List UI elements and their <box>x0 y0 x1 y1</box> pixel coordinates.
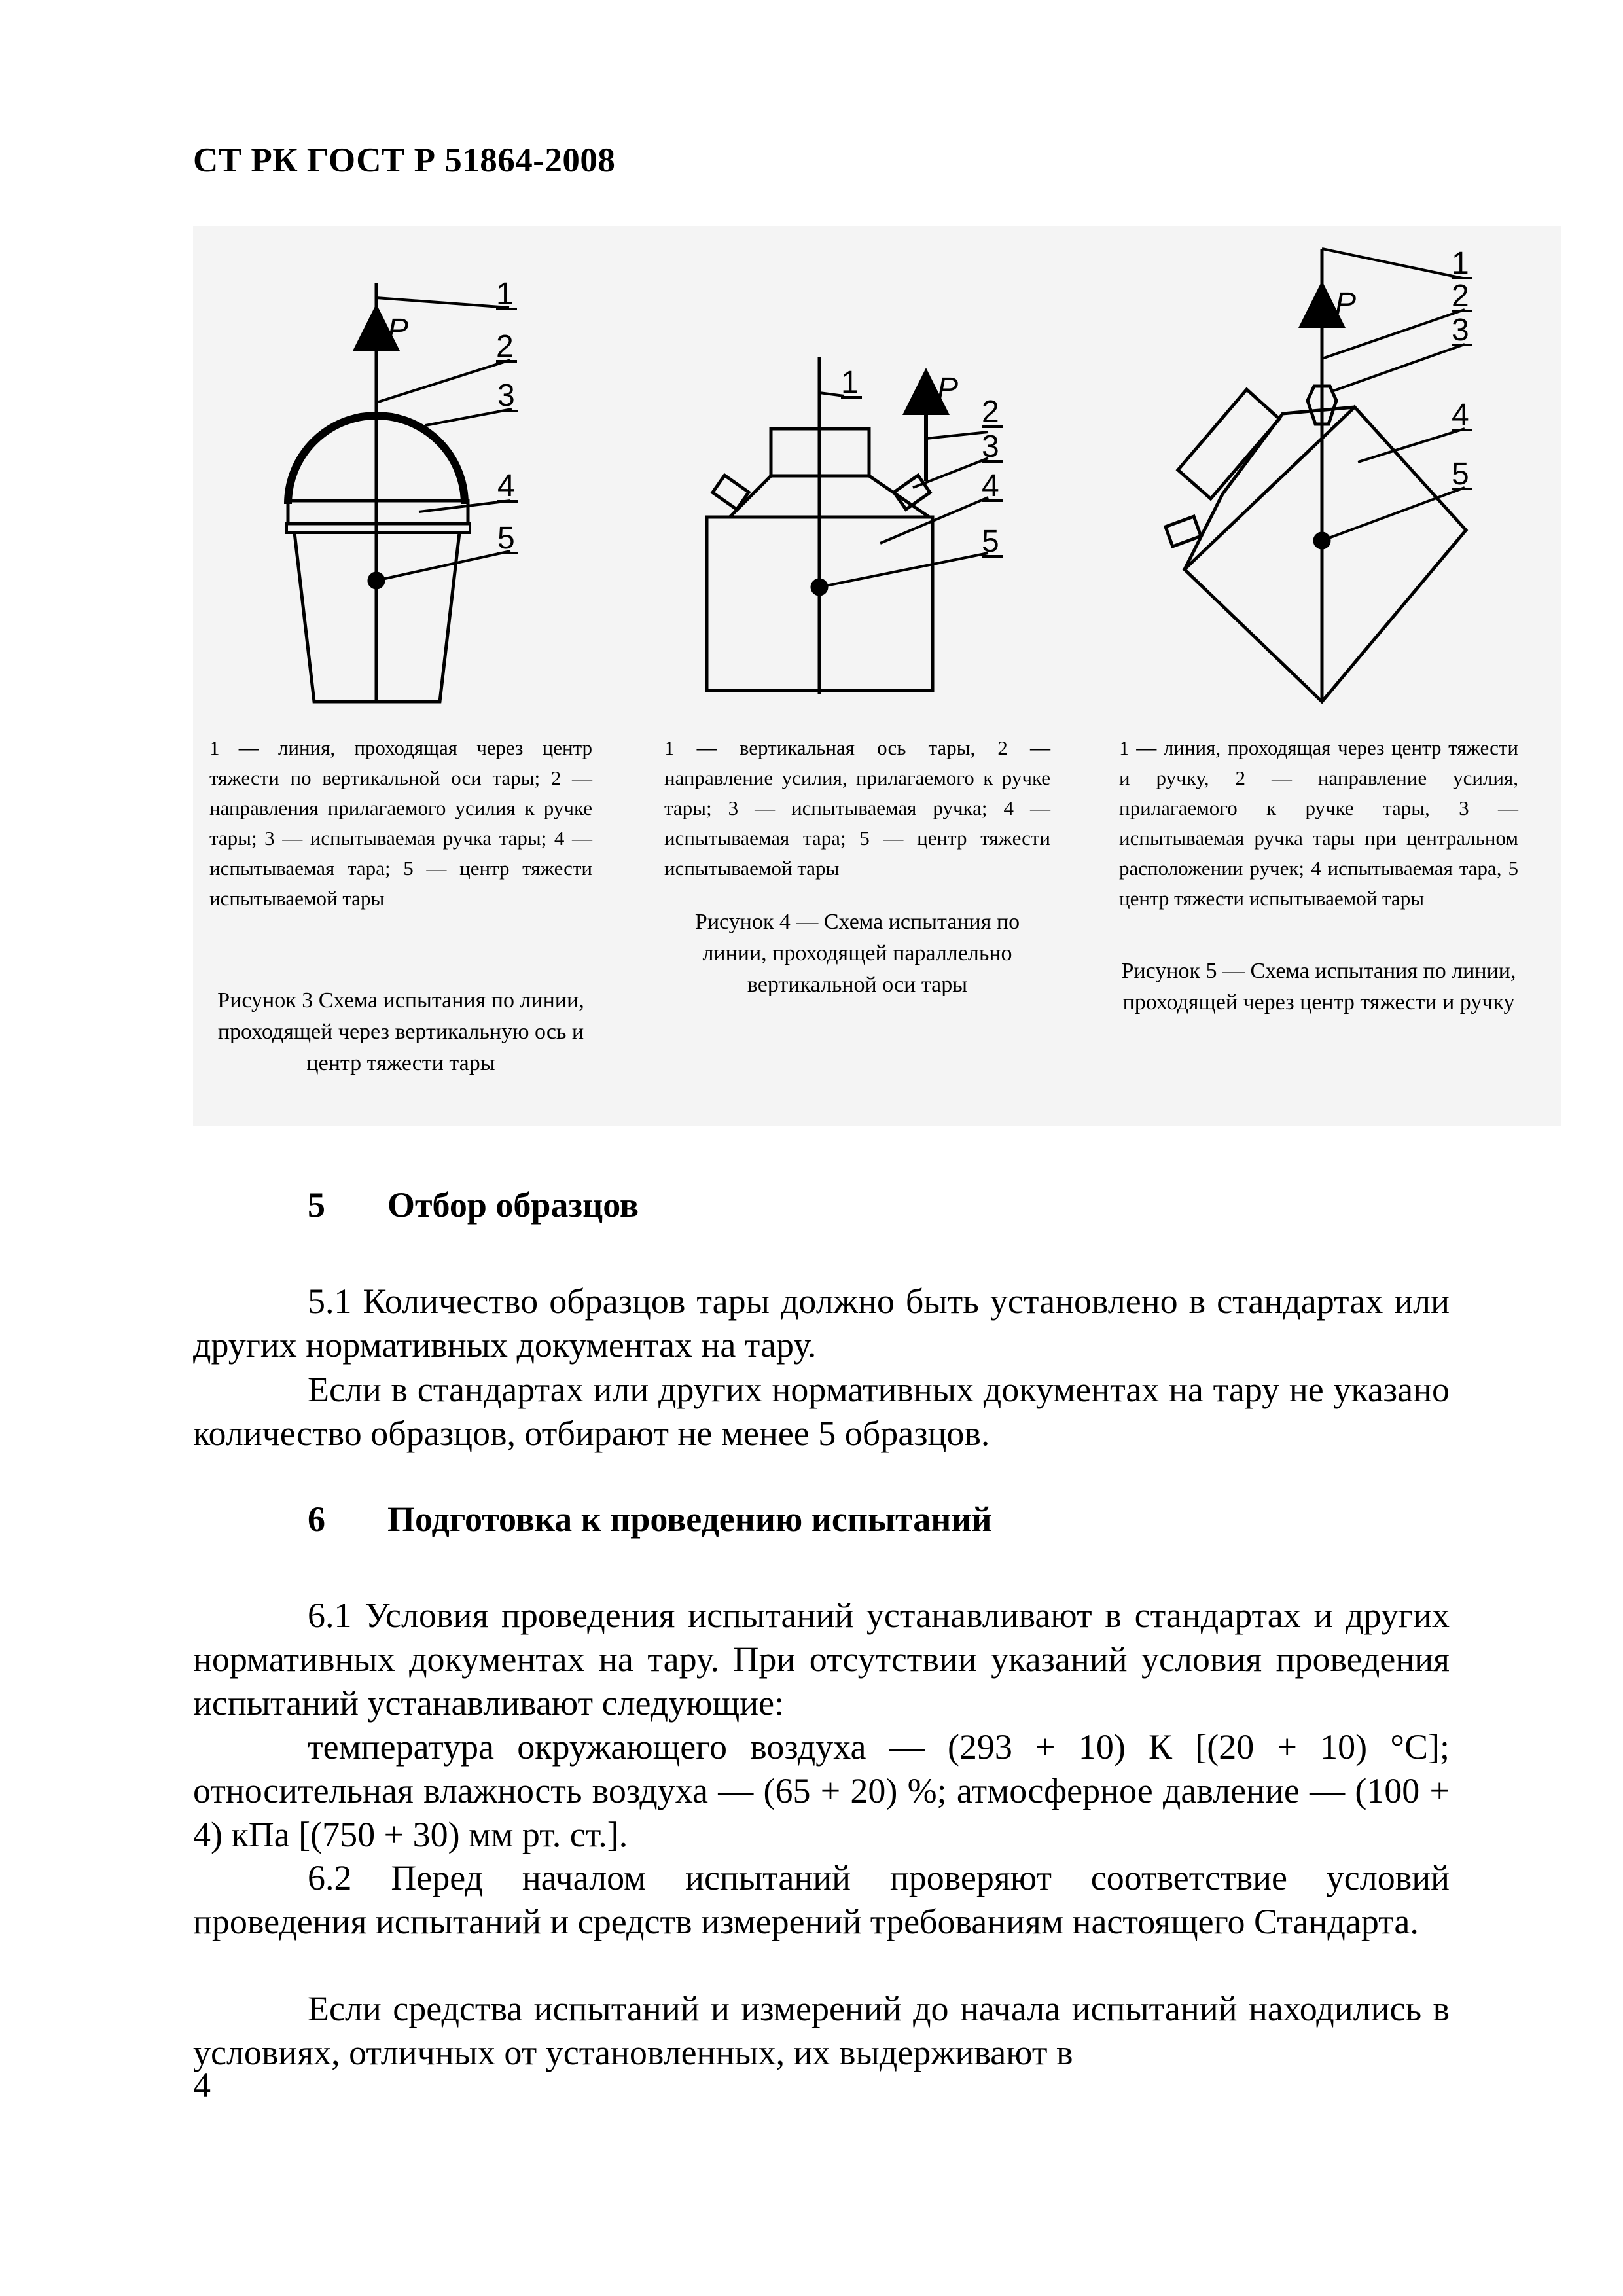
figure-5-legend: 1 — линия, проходящая через центр тяжести и ручку, 2 — направление усилия, прилагаемого к ручке тары, 3 — испытываемая ручка тары при центральном расположении ручек; 4 испытываемая тара, 5 центр тяжести испытываемой тары <box>1119 736 1518 910</box>
label-3: 3 <box>497 378 515 413</box>
label-p: P <box>1335 287 1357 321</box>
label-2: 2 <box>496 329 514 364</box>
figure-4-canister <box>707 357 988 694</box>
figure-4-legend: 1 — вертикальная ось тары, 2 — направление усилия, прилагаемого к ручке тары; 3 — испытываемая ручка; 4 — испытываемая тара; 5 — центр тяжести испытываемой тары <box>664 736 1050 880</box>
page-number: 4 <box>193 2066 211 2105</box>
label-3: 3 <box>982 429 999 464</box>
section-6-paragraph-4: Если средства испытаний и измерений до начала испытаний находились в условиях, отличных от установленных, их выдерживают в <box>193 1989 1450 2072</box>
label-4: 4 <box>1452 398 1469 433</box>
label-p: P <box>937 372 959 406</box>
section-6-paragraph-3: 6.2 Перед началом испытаний проверяют соответствие условий проведения испытаний и средств измерений требованиям настоящего Стандарта. <box>193 1858 1450 1941</box>
canister-shoulder <box>730 476 929 517</box>
leader-1 <box>1322 249 1463 278</box>
section-6-title: Подготовка к проведению испытаний <box>387 1499 992 1539</box>
label-2: 2 <box>982 395 999 429</box>
tilted-neck <box>1178 389 1279 499</box>
label-2: 2 <box>1452 279 1469 314</box>
leader-4 <box>1358 429 1465 462</box>
section-6-paragraph-2: температура окружающего воздуха — (293 + 10) К [(20 + 10) °С]; относительная влажность воздуха — (65 + 20) %; атмосферное давление — (100 + 4) кПа [(750 + 30) мм рт. ст.]. <box>193 1727 1450 1854</box>
label-1: 1 <box>1452 246 1469 281</box>
label-3: 3 <box>1452 313 1469 348</box>
section-5-title: Отбор образцов <box>387 1185 639 1225</box>
leader-5 <box>1322 488 1465 541</box>
leader-1 <box>376 298 509 308</box>
label-5: 5 <box>1452 457 1469 492</box>
leader-2 <box>926 432 988 439</box>
label-1: 1 <box>496 277 514 312</box>
section-5-paragraph-2: Если в стандартах или других нормативных документах на тару не указано количество образцов, отбирают не менее 5 образцов. <box>193 1370 1450 1453</box>
figure-5-title: Рисунок 5 — Схема испытания по линии, проходящей через центр тяжести и ручку <box>1121 959 1516 1014</box>
section-5-number: 5 <box>308 1185 325 1225</box>
section-6-paragraph-1: 6.1 Условия проведения испытаний устанавливают в стандартах и других нормативных документах на тару. При отсутствии указаний условия проведения испытаний устанавливают следующие: <box>193 1596 1450 1723</box>
label-5: 5 <box>497 521 515 556</box>
leader-5 <box>819 553 988 587</box>
label-4: 4 <box>982 469 999 503</box>
leader-5 <box>376 551 510 581</box>
document-header: СТ РК ГОСТ Р 51864-2008 <box>193 141 616 179</box>
figure-5-tilted-canister <box>1166 249 1466 702</box>
figure-3-labels <box>387 277 518 556</box>
section-6-number: 6 <box>308 1499 325 1539</box>
label-1: 1 <box>841 365 859 400</box>
figure-4-title: Рисунок 4 — Схема испытания по линии, проходящей параллельно вертикальной оси тары <box>694 910 1020 997</box>
label-p: P <box>387 313 409 348</box>
label-4: 4 <box>497 469 515 503</box>
leader-3 <box>1332 344 1465 391</box>
label-5: 5 <box>982 524 999 559</box>
figure-3-legend: 1 — линия, проходящая через центр тяжести по вертикальной оси тары; 2 — направления прилагаемого усилия к ручке тары; 3 — испытываемая ручка тары; 4 — испытываемая тара; 5 — центр тяжести испытываемой тары <box>209 736 592 910</box>
tilted-side-handle <box>1166 516 1201 547</box>
figure-3-title: Рисунок 3 Схема испытания по линии, проходящей через вертикальную ось и центр тяжести тары <box>217 988 584 1075</box>
section-5-paragraph-1: 5.1 Количество образцов тары должно быть установлено в стандартах или других нормативных документах на тару. <box>193 1282 1450 1365</box>
tilted-body <box>1185 407 1466 702</box>
leader-2 <box>376 360 510 403</box>
figure-5-labels <box>1335 246 1472 492</box>
